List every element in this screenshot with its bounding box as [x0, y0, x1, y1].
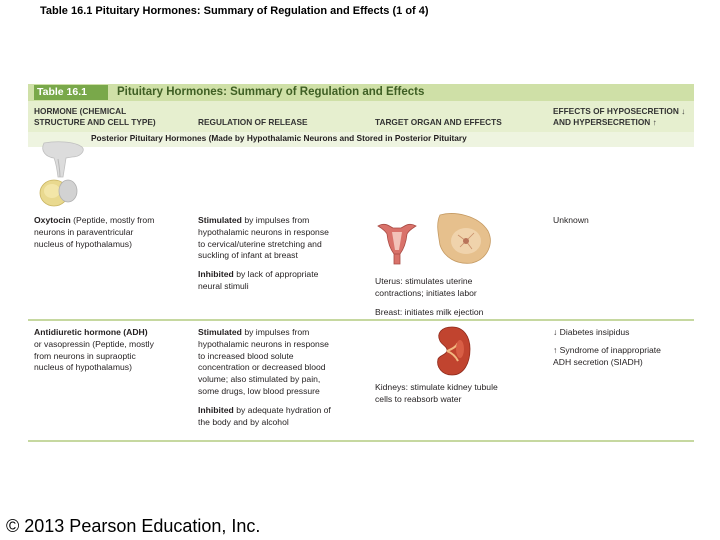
- anterior-lobe-highlight: [44, 184, 60, 198]
- adh-target-cell: [375, 382, 545, 406]
- adh-inhib-2: the body and by alcohol: [198, 416, 289, 427]
- oxytocin-uterus-2: contractions; initiates labor: [375, 287, 477, 298]
- table-name: Pituitary Hormones: Summary of Regulation and Effects: [117, 86, 425, 98]
- adh-desc-2: from neurons in supraoptic: [34, 350, 136, 361]
- adh-inhib-bold: Inhibited: [198, 404, 234, 415]
- adh-effect-1: ↓ Diabetes insipidus: [553, 327, 630, 337]
- copyright-notice: © 2013 Pearson Education, Inc.: [6, 516, 261, 536]
- adh-stim-1: by impulses from: [241, 327, 310, 337]
- adh-effect-3: ADH secretion (SIADH): [553, 356, 643, 367]
- oxytocin-stim-1: by impulses from: [241, 215, 310, 225]
- pituitary-gland-image: [32, 139, 92, 211]
- table-title-bar: [28, 84, 694, 101]
- oxytocin-desc-3: nucleus of hypothalamus): [34, 238, 132, 249]
- oxytocin-effects-cell: Unknown: [553, 215, 589, 225]
- adh-stim-2: hypothalamic neurons in response: [198, 338, 329, 349]
- col-hormone-line1: HORMONE (CHEMICAL: [34, 106, 127, 116]
- oxytocin-stim-4: suckling of infant at breast: [198, 250, 298, 261]
- oxytocin-uterus-1: Uterus: stimulates uterine: [375, 276, 473, 286]
- oxytocin-inhib-line1: [198, 269, 368, 281]
- col-target: TARGET ORGAN AND EFFECTS: [375, 117, 502, 127]
- adh-stim-5: volume; also stimulated by pain,: [198, 374, 321, 385]
- adh-effects-cell: [553, 327, 693, 368]
- adh-inhib-line1: [198, 405, 368, 417]
- col-hormone-line2: STRUCTURE AND CELL TYPE): [34, 117, 156, 127]
- oxytocin-stim-line1: [198, 215, 368, 227]
- adh-stim-line1: [198, 327, 368, 339]
- uterus-image: [375, 220, 419, 268]
- oxytocin-line1: [34, 215, 194, 227]
- col-effects-line1: EFFECTS OF HYPOSECRETION ↓: [553, 106, 686, 116]
- col-regulation: REGULATION OF RELEASE: [198, 117, 308, 127]
- oxytocin-inhib-1: by lack of appropriate: [233, 269, 319, 280]
- oxytocin-hormone-cell: [34, 215, 194, 250]
- oxytocin-desc-1: (Peptide, mostly from: [70, 215, 155, 225]
- column-header-row: [28, 101, 694, 132]
- section-label: Posterior Pituitary Hormones (Made by Hypothalamic Neurons and Stored in Posterior Pituitary: [91, 133, 467, 143]
- posterior-lobe: [59, 180, 77, 202]
- adh-kidney-2: cells to reabsorb water: [375, 393, 462, 404]
- slide-title: Table 16.1 Pituitary Hormones: Summary of Regulation and Effects (1 of 4): [40, 5, 429, 17]
- nipple: [463, 238, 469, 244]
- infundibulum-shape: [43, 142, 84, 177]
- kidney-cortex-highlight: [456, 340, 464, 358]
- adh-inhib-1: by adequate hydration of: [233, 404, 331, 415]
- adh-desc-3: nucleus of hypothalamus): [34, 362, 132, 373]
- oxytocin-regulation-cell: [198, 215, 368, 293]
- pituitary-hormones-table: [28, 84, 694, 444]
- oxytocin-name: Oxytocin: [34, 215, 71, 225]
- adh-stim-3: to increased blood solute: [198, 350, 294, 361]
- col-effects-line2: AND HYPERSECRETION ↑: [553, 117, 657, 127]
- adh-stim-6: some drugs, low blood pressure: [198, 385, 320, 396]
- kidney-image: [432, 325, 472, 377]
- table-number: Table 16.1: [34, 85, 108, 100]
- adh-name: Antidiuretic hormone (ADH): [34, 327, 148, 337]
- oxytocin-stim-2: hypothalamic neurons in response: [198, 226, 329, 237]
- adh-desc-1: or vasopressin (Peptide, mostly: [34, 338, 154, 349]
- adh-stim-bold: Stimulated: [198, 327, 242, 337]
- adh-hormone-cell: [34, 327, 194, 374]
- row-separator: [28, 319, 694, 321]
- col-hormone: [34, 106, 156, 128]
- col-effects: [553, 106, 685, 128]
- oxytocin-breast: Breast: initiates milk ejection: [375, 306, 484, 317]
- oxytocin-inhib-bold: Inhibited: [198, 269, 234, 280]
- oxytocin-stim-bold: Stimulated: [198, 215, 242, 225]
- adh-effect-2: ↑ Syndrome of inappropriate: [553, 344, 661, 355]
- kidney-shape: [438, 327, 470, 375]
- oxytocin-inhib-2: neural stimuli: [198, 280, 249, 291]
- adh-regulation-cell: [198, 327, 368, 428]
- oxytocin-target-cell: [375, 276, 545, 318]
- breast-image: [432, 211, 494, 265]
- adh-kidney-1: Kidneys: stimulate kidney tubule: [375, 382, 498, 392]
- section-posterior-pituitary: [28, 132, 694, 147]
- adh-stim-4: concentration or decreased blood: [198, 362, 326, 373]
- oxytocin-stim-3: to cervical/uterine stretching and: [198, 238, 322, 249]
- oxytocin-desc-2: neurons in paraventricular: [34, 226, 134, 237]
- table-bottom-border: [28, 440, 694, 442]
